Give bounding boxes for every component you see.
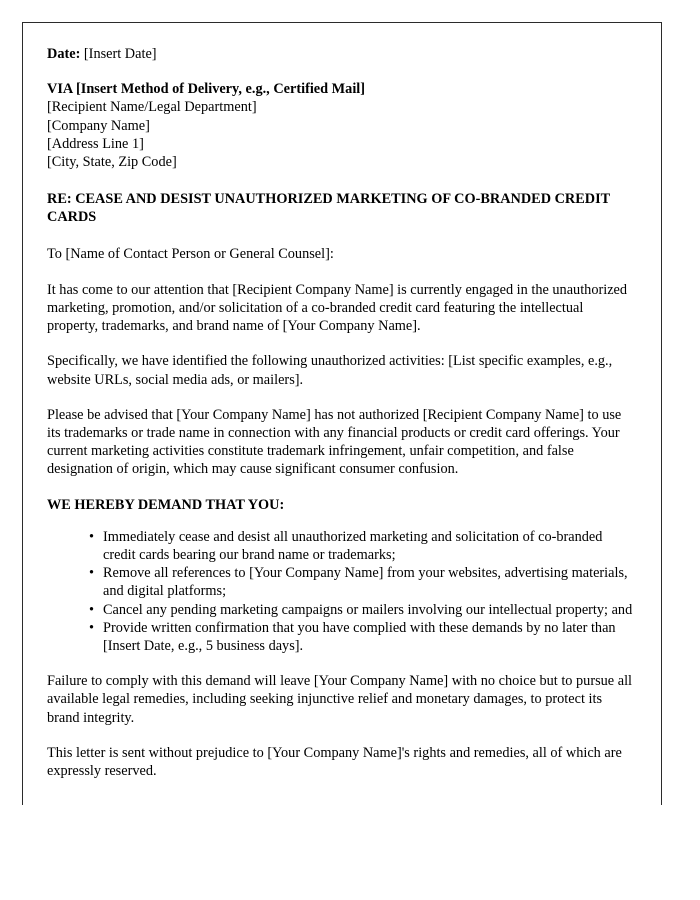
recipient-address-block	[47, 80, 634, 171]
address-line-2: [Company Name]	[47, 117, 150, 134]
demand-heading: WE HEREBY DEMAND THAT YOU:	[47, 496, 285, 513]
list-item: • Immediately cease and desist all unauthorized marketing and solicitation of co-branded credit cards bearing our brand name or trademarks;	[89, 528, 634, 564]
address-line-1: [Recipient Name/Legal Department]	[47, 99, 257, 116]
document-page	[22, 22, 662, 805]
demand-list	[47, 528, 634, 655]
delivery-method-line: VIA [Insert Method of Delivery, e.g., Certified Mail]	[47, 81, 366, 98]
body-paragraph-2: Specifically, we have identified the following unauthorized activities: [List specific examples, e.g., website URLs, social media ads, or mailers].	[47, 353, 613, 388]
list-item: • Provide written confirmation that you have complied with these demands by no later than [Insert Date, e.g., 5 business days].	[89, 619, 634, 655]
salutation-line: To [Name of Contact Person or General Counsel]:	[47, 245, 334, 262]
date-value: [Insert Date]	[83, 46, 157, 62]
address-line-3: [Address Line 1]	[47, 135, 144, 152]
closing-paragraph-2: This letter is sent without prejudice to [Your Company Name]'s rights and remedies, all of which are expressly reserved.	[47, 744, 622, 780]
closing-paragraph-1: Failure to comply with this demand will leave [Your Company Name] with no choice but to pursue all available legal remedies, including seeking injunctive relief and monetary damages, to protect its brand integrity.	[47, 673, 633, 726]
list-item: • Remove all references to [Your Company Name] from your websites, advertising materials, and digital platforms;	[89, 564, 634, 600]
date-label: Date:	[47, 46, 81, 62]
date-line	[47, 45, 634, 63]
address-line-4: [City, State, Zip Code]	[47, 154, 177, 171]
body-paragraph-1: It has come to our attention that [Recipient Company Name] is currently engaged in the unauthorized marketing, promotion, and/or solicitation of a co-branded credit card featuring the intellectual property, trademarks, and brand name of [Your Company Name].	[47, 281, 628, 335]
list-item: • Cancel any pending marketing campaigns or mailers involving our intellectual property; and	[89, 601, 634, 619]
body-paragraph-3: Please be advised that [Your Company Name] has not authorized [Recipient Company Name] to use its trademarks or trade name in connection with any financial products or credit card offerings. Your current marketing activities constitute trademark infringement, unfair competition, and false designation of origin, which may cause significant consumer confusion.	[47, 406, 622, 478]
document-body	[23, 23, 661, 780]
re-subject-heading: RE: CEASE AND DESIST UNAUTHORIZED MARKETING OF CO-BRANDED CREDIT CARDS	[47, 191, 610, 226]
